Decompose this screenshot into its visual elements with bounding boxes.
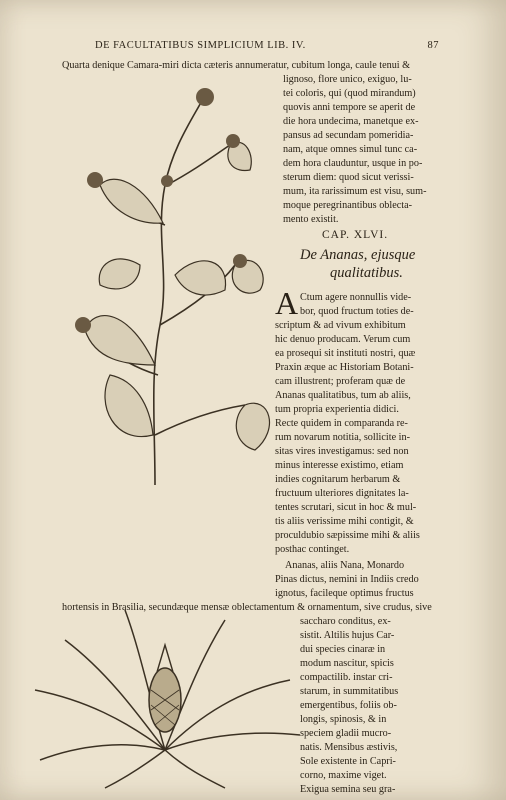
chapter-title-line2: qualitatibus. xyxy=(330,265,403,281)
text-line: modum nascitur, spicis xyxy=(300,658,394,669)
text-line: cam illustrent; proferam quæ de xyxy=(275,376,406,387)
text-line: hic denuo producam. Verum cum xyxy=(275,334,411,345)
text-line: longis, spinosis, & in xyxy=(300,714,387,725)
text-line: dem hora clauduntur, usque in po- xyxy=(283,158,423,169)
text-line: quovis anni tempore se aperit de xyxy=(283,102,416,113)
text-line: fructuum ulteriores dignitates la- xyxy=(275,488,409,499)
text-line: compactilib. instar cri- xyxy=(300,672,393,683)
text-line: scriptum & ad vivum exhibitum xyxy=(275,320,406,331)
chapter-title-line1: De Ananas, ejusque xyxy=(300,247,416,263)
text-line: Ananas qualitatibus, tum ab aliis, xyxy=(275,390,411,401)
camara-miri-plant-illustration xyxy=(55,75,285,495)
text-line: hortensis in Brasilia, secundæque mensæ oblectamentum & ornamentum, sive crudus, sive xyxy=(62,602,432,613)
text-line: starum, in summitatibus xyxy=(300,686,399,697)
text-line: tum propria experientia didici. xyxy=(275,404,399,415)
text-line: Exigua semina seu gra- xyxy=(300,784,396,795)
running-title: DE FACULTATIBUS SIMPLICIUM LIB. IV. xyxy=(95,40,306,51)
text-line: sitas vires investigamus: sed non xyxy=(275,446,409,457)
text-line: ea prosequi sit instituti nostri, quæ xyxy=(275,348,416,359)
text-line: nam, atque omnes simul tunc ca- xyxy=(283,144,418,155)
text-line: proculdubio sæpissime mihi & aliis xyxy=(275,530,420,541)
ananas-plant-illustration xyxy=(25,600,305,790)
text-line: emergentibus, foliis ob- xyxy=(300,700,397,711)
drop-cap: A xyxy=(275,285,299,321)
text-line: indies cognitarum herbarum & xyxy=(275,474,401,485)
text-line: dui species cinaræ in xyxy=(300,644,386,655)
text-line: tentes scrutari, sicut in hoc & mul- xyxy=(275,502,417,513)
text-line: tis aliis verissime mihi contigit, & xyxy=(275,516,414,527)
text-line: Pinas dictus, nemini in Indiis credo xyxy=(275,574,419,585)
text-line: Praxin æque ac Historiam Botani- xyxy=(275,362,414,373)
text-line: tei coloris, qui (quod mirandum) xyxy=(283,88,416,99)
text-line: Ananas, aliis Nana, Monardo xyxy=(285,560,405,571)
text-line: Quarta denique Camara-miri dicta cæteris annumeratur, cubitum longa, caule tenui & xyxy=(62,60,411,71)
text-line: corno, maxime viget. xyxy=(300,770,387,781)
text-line: pansus ad secundam pomeridia- xyxy=(283,130,414,141)
text-line: lignoso, flore unico, exiguo, lu- xyxy=(283,74,412,85)
text-line: Ctum agere nonnullis vide- xyxy=(300,292,412,303)
text-line: die hora undecima, manetque ex- xyxy=(283,116,419,127)
text-line: speciem gladii mucro- xyxy=(300,728,392,739)
text-line: natis. Mensibus æstivis, xyxy=(300,742,398,753)
text-line: minus interesse existimo, etiam xyxy=(275,460,404,471)
page-number: 87 xyxy=(427,40,439,51)
text-line: saccharo conditus, ex- xyxy=(300,616,391,627)
text-line: rum novarum notitia, sollicite in- xyxy=(275,432,410,443)
text-line: mum, ita rarissimum est visu, sum- xyxy=(283,186,427,197)
running-header xyxy=(95,40,439,51)
text-line: moque peregrinantibus oblecta- xyxy=(283,200,412,211)
chapter-number: CAP. XLVI. xyxy=(322,229,389,241)
text-line: posthac continget. xyxy=(275,544,350,555)
text-line: bor, quod fructum toties de- xyxy=(300,306,414,317)
text-line: sterum diem: quod sicut verissi- xyxy=(283,172,414,183)
text-line: ignotus, facileque optimus fructus xyxy=(275,588,414,599)
text-line: Sole existente in Capri- xyxy=(300,756,396,767)
text-line: mento existit. xyxy=(283,214,339,225)
text-line: sistit. Altilis hujus Car- xyxy=(300,630,395,641)
text-line: Recte quidem in comparanda re- xyxy=(275,418,408,429)
